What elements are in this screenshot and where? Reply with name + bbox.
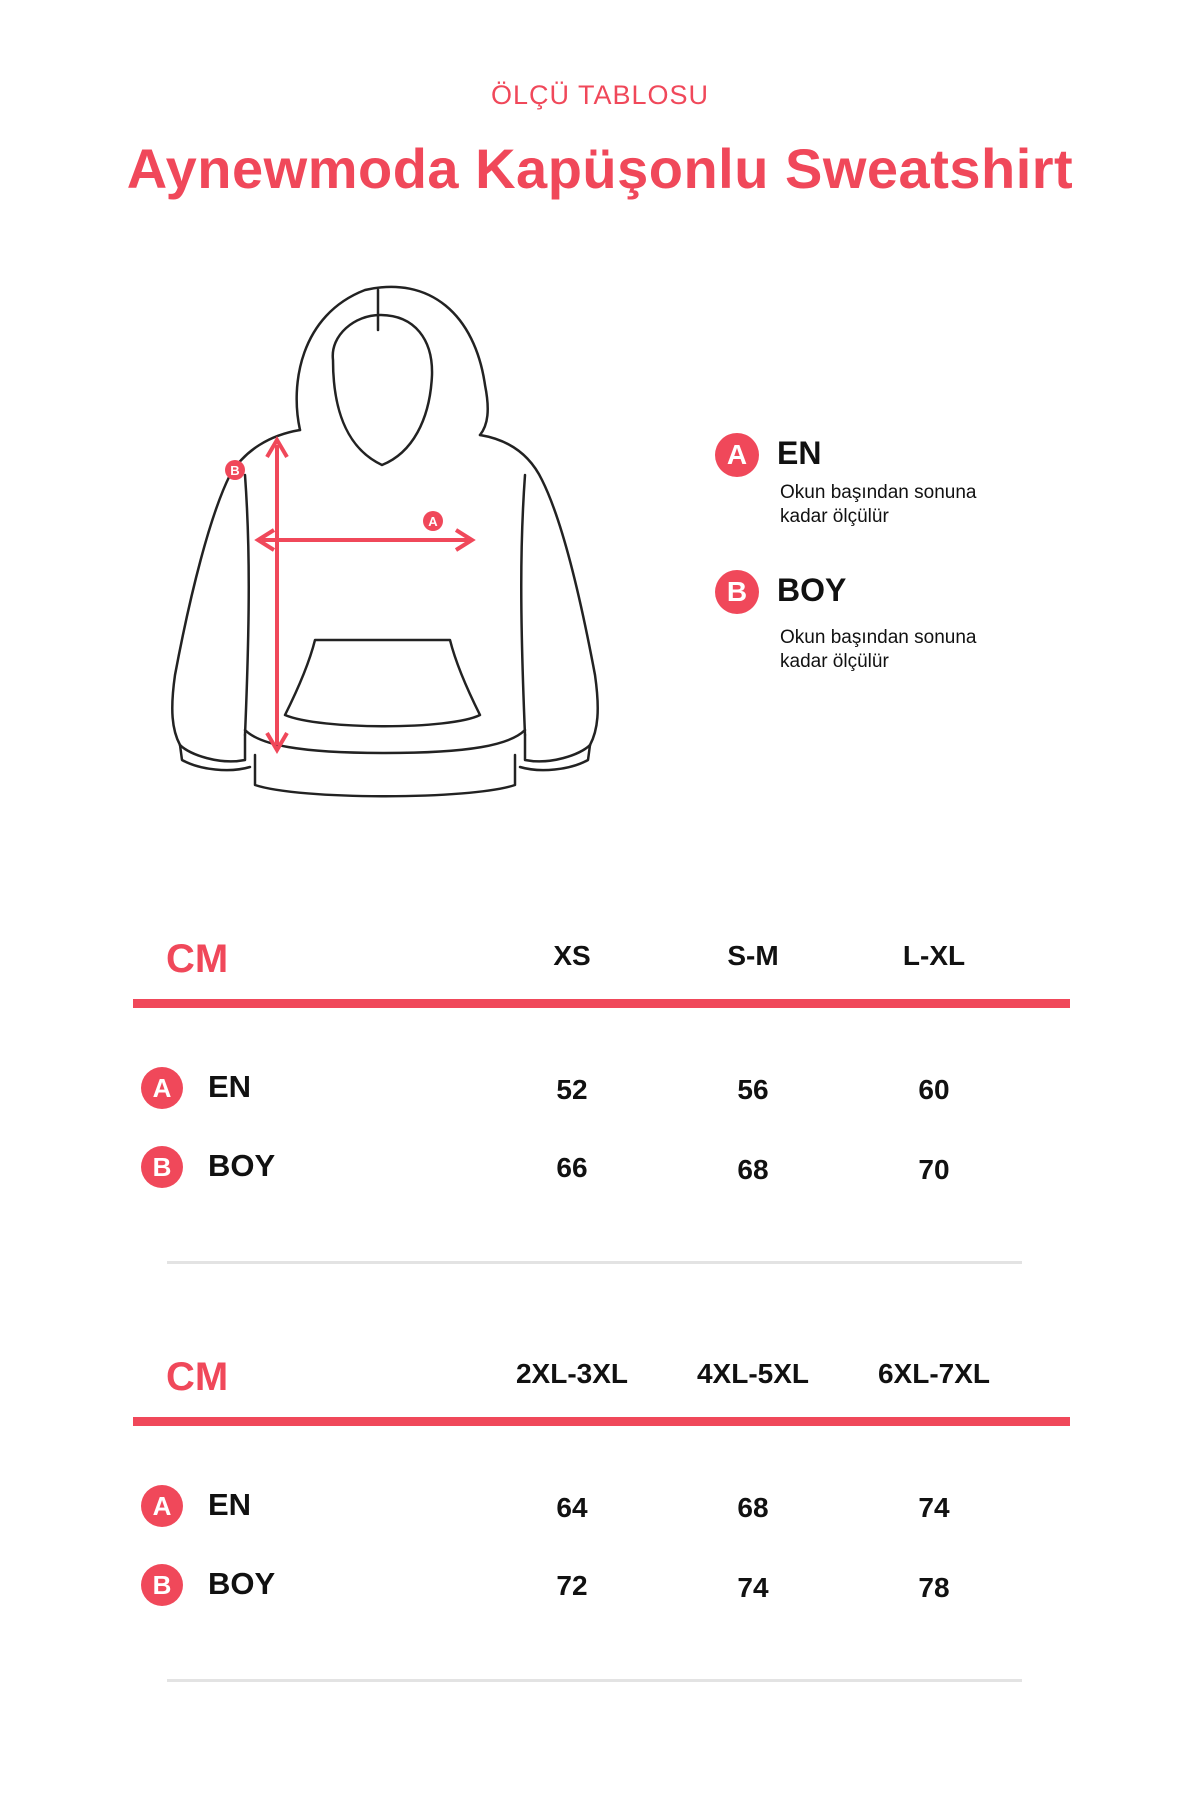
table-2-row-b-badge: B: [141, 1564, 183, 1606]
table-2-row-b-cell-2: 74: [737, 1572, 769, 1603]
table-1-row-b-cell-2: 68: [737, 1154, 769, 1185]
legend-desc-en-line1: Okun başından sonuna: [780, 482, 977, 503]
table-2-size-3: 6XL-7XL: [877, 1358, 991, 1389]
table-2-size-2: 4XL-5XL: [696, 1358, 810, 1389]
table-1-size-1: XS: [553, 940, 591, 971]
diagram-marker-b-text: B: [230, 463, 240, 478]
table-2-row-a-cell-3: 74: [918, 1492, 950, 1523]
table-2-header-rule: [133, 1417, 1070, 1426]
table-1-row-b-cell-1: 66: [556, 1152, 588, 1183]
table-1-row-b-badge: B: [141, 1146, 183, 1188]
table-2-row-a-cell-2: 68: [737, 1492, 769, 1523]
table-1-size-3: L-XL: [902, 940, 966, 971]
table-2-row-b-cell-1: 72: [556, 1570, 588, 1601]
table-1-unit: CM: [166, 937, 229, 981]
table-1-size-2: S-M: [727, 940, 779, 971]
table-2-row-b-cell-3: 78: [918, 1572, 950, 1603]
legend-desc-en-line2: kadar ölçülür: [780, 506, 889, 527]
table-1-row-a-cell-3: 60: [918, 1074, 950, 1105]
legend-badge-a: A: [715, 433, 759, 477]
diagram-marker-b: [225, 460, 245, 480]
diagram-marker-a: [423, 511, 443, 531]
table-2-bottom-rule: [167, 1679, 1022, 1682]
table-1-row-a-cell-2: 56: [737, 1074, 769, 1105]
legend-badge-b: B: [715, 570, 759, 614]
table-2-row-b-label: BOY: [208, 1566, 276, 1601]
table-2-row-a-cell-1: 64: [556, 1492, 588, 1523]
table-1-row-b-cell-3: 70: [918, 1154, 950, 1185]
table-1-row-b-label: BOY: [208, 1148, 276, 1183]
table-2-row-a-badge: A: [141, 1485, 183, 1527]
legend-title-en: EN: [777, 435, 822, 471]
diagram-marker-a-text: A: [428, 514, 438, 529]
table-1-row-a-label: EN: [208, 1069, 252, 1104]
legend-desc-en: [780, 481, 1040, 529]
legend-desc-boy-line1: Okun başından sonuna: [780, 627, 977, 648]
table-2-unit: CM: [166, 1355, 229, 1399]
page-title: Aynewmoda Kapüşonlu Sweatshirt: [126, 137, 1074, 200]
table-2-row-a-label: EN: [208, 1487, 252, 1522]
page-eyebrow: ÖLÇÜ TABLOSU: [490, 80, 710, 110]
hoodie-diagram: [150, 275, 630, 825]
table-1-header-rule: [133, 999, 1070, 1008]
table-1-row-a-badge: A: [141, 1067, 183, 1109]
table-2-size-1: 2XL-3XL: [515, 1358, 629, 1389]
legend-desc-boy: [780, 626, 1040, 674]
legend-title-boy: BOY: [777, 572, 847, 608]
legend-desc-boy-line2: kadar ölçülür: [780, 651, 889, 672]
table-1-row-a-cell-1: 52: [556, 1074, 588, 1105]
table-1-bottom-rule: [167, 1261, 1022, 1264]
